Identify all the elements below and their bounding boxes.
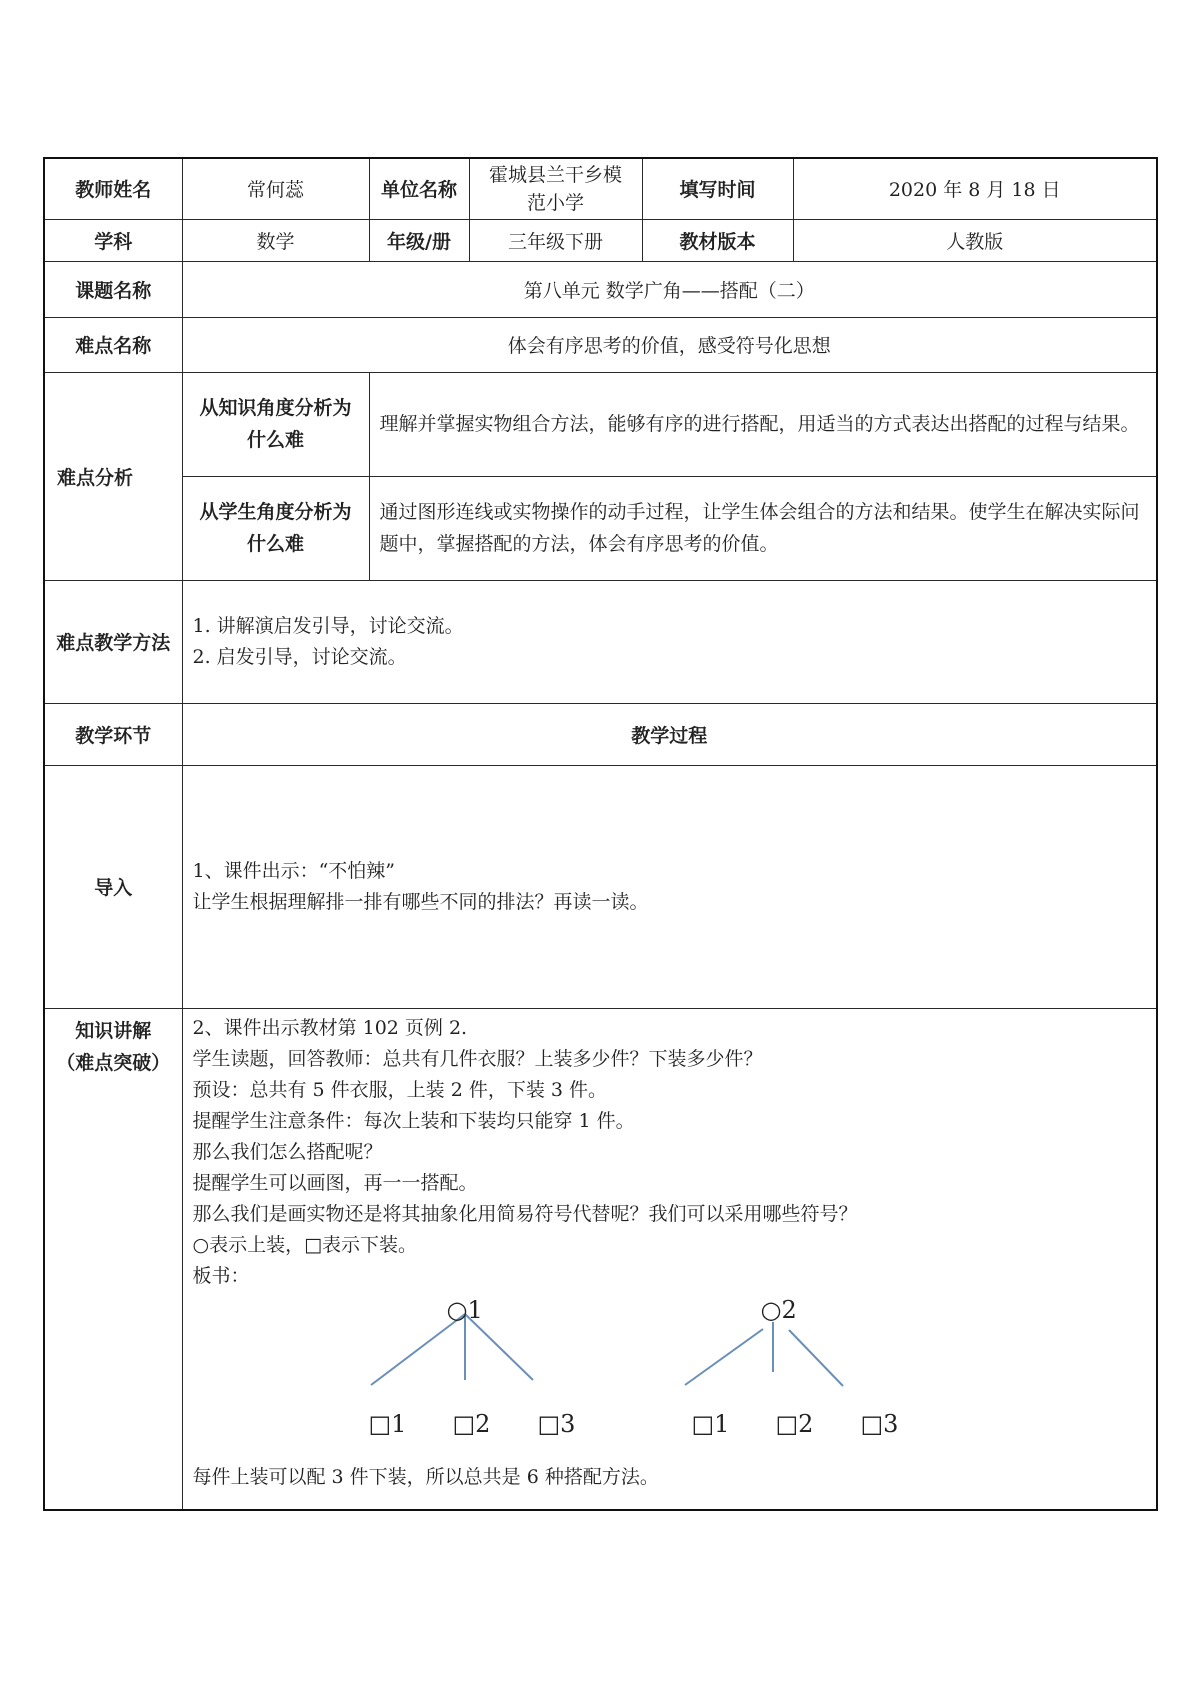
grade-value: 三年级下册 (469, 219, 642, 261)
unit-value: 霍城县兰干乡模范小学 (469, 158, 642, 219)
method-label: 难点教学方法 (44, 580, 182, 703)
grade-label: 年级/册 (369, 219, 469, 261)
process-title: 教学过程 (182, 703, 1157, 765)
bottom-garment: □3 (860, 1409, 899, 1438)
bottom-garment: □2 (775, 1409, 814, 1438)
intro-content (182, 765, 1157, 1008)
time-value: 2020 年 8 月 18 日 (793, 158, 1157, 219)
knowledge-label-line1: 知识讲解 (75, 1019, 152, 1042)
knowledge-line: 学生读题，回答教师：总共有几件衣服？上装多少件？下装多少件？ (192, 1047, 763, 1070)
analysis-label: 难点分析 (44, 372, 182, 580)
topic-label: 课题名称 (44, 261, 182, 317)
lesson-plan-table (43, 157, 1158, 1511)
topic-value: 第八单元 数学广角——搭配（二） (182, 261, 1157, 317)
subject-label: 学科 (44, 219, 182, 261)
unit-label: 单位名称 (369, 158, 469, 219)
teacher-value: 常何蕊 (182, 158, 369, 219)
knowledge-line: 2、课件出示教材第 102 页例 2. (192, 1016, 468, 1039)
knowledge-label-line2: （难点突破） (56, 1051, 171, 1074)
knowledge-angle-label: 从知识角度分析为什么难 (182, 372, 369, 476)
knowledge-conclusion: 每件上装可以配 3 件下装，所以总共是 6 种搭配方法。 (192, 1465, 659, 1488)
knowledge-line: ○表示上装，□表示下装。 (192, 1233, 418, 1256)
difficulty-value: 体会有序思考的价值，感受符号化思想 (182, 317, 1157, 372)
subject-value: 数学 (182, 219, 369, 261)
knowledge-label (44, 1008, 182, 1510)
intro-label: 导入 (44, 765, 182, 1008)
teacher-label: 教师姓名 (44, 158, 182, 219)
pairing-diagram (183, 1292, 1147, 1462)
knowledge-line: 那么我们是画实物还是将其抽象化用简易符号代替呢？我们可以采用哪些符号？ (192, 1202, 858, 1225)
top-garment-1: ○1 (446, 1295, 483, 1324)
knowledge-content (182, 1008, 1157, 1510)
edition-value: 人教版 (793, 219, 1157, 261)
time-label: 填写时间 (642, 158, 793, 219)
intro-line: 1、课件出示：“不怕辣” (192, 859, 396, 882)
bottom-garment: □2 (452, 1409, 491, 1438)
knowledge-line: 那么我们怎么搭配呢？ (192, 1140, 383, 1163)
knowledge-line: 提醒学生注意条件：每次上装和下装均只能穿 1 件。 (192, 1109, 635, 1132)
method-item: 1. 讲解演启发引导，讨论交流。 (192, 614, 464, 637)
process-label: 教学环节 (44, 703, 182, 765)
bottom-garment: □1 (691, 1409, 730, 1438)
top-garment-2: ○2 (760, 1295, 797, 1324)
student-angle-label: 从学生角度分析为什么难 (182, 476, 369, 580)
method-item: 2. 启发引导，讨论交流。 (192, 645, 407, 668)
link-line (789, 1330, 843, 1386)
knowledge-line: 提醒学生可以画图，再一一搭配。 (192, 1171, 478, 1194)
link-line (685, 1329, 763, 1385)
intro-line: 让学生根据理解排一排有哪些不同的排法？再读一读。 (192, 890, 649, 913)
edition-label: 教材版本 (642, 219, 793, 261)
bottom-garment: □1 (368, 1409, 407, 1438)
knowledge-line: 预设：总共有 5 件衣服，上装 2 件，下装 3 件。 (192, 1078, 608, 1101)
knowledge-line: 板书： (192, 1264, 250, 1287)
pairing-lines (183, 1292, 1083, 1462)
student-angle-value: 通过图形连线或实物操作的动手过程，让学生体会组合的方法和结果。使学生在解决实际问题中，掌握搭配的方法，体会有序思考的价值。 (369, 476, 1157, 580)
method-value (182, 580, 1157, 703)
bottom-garment: □3 (537, 1409, 576, 1438)
difficulty-label: 难点名称 (44, 317, 182, 372)
knowledge-angle-value: 理解并掌握实物组合方法，能够有序的进行搭配，用适当的方式表达出搭配的过程与结果。 (369, 372, 1157, 476)
